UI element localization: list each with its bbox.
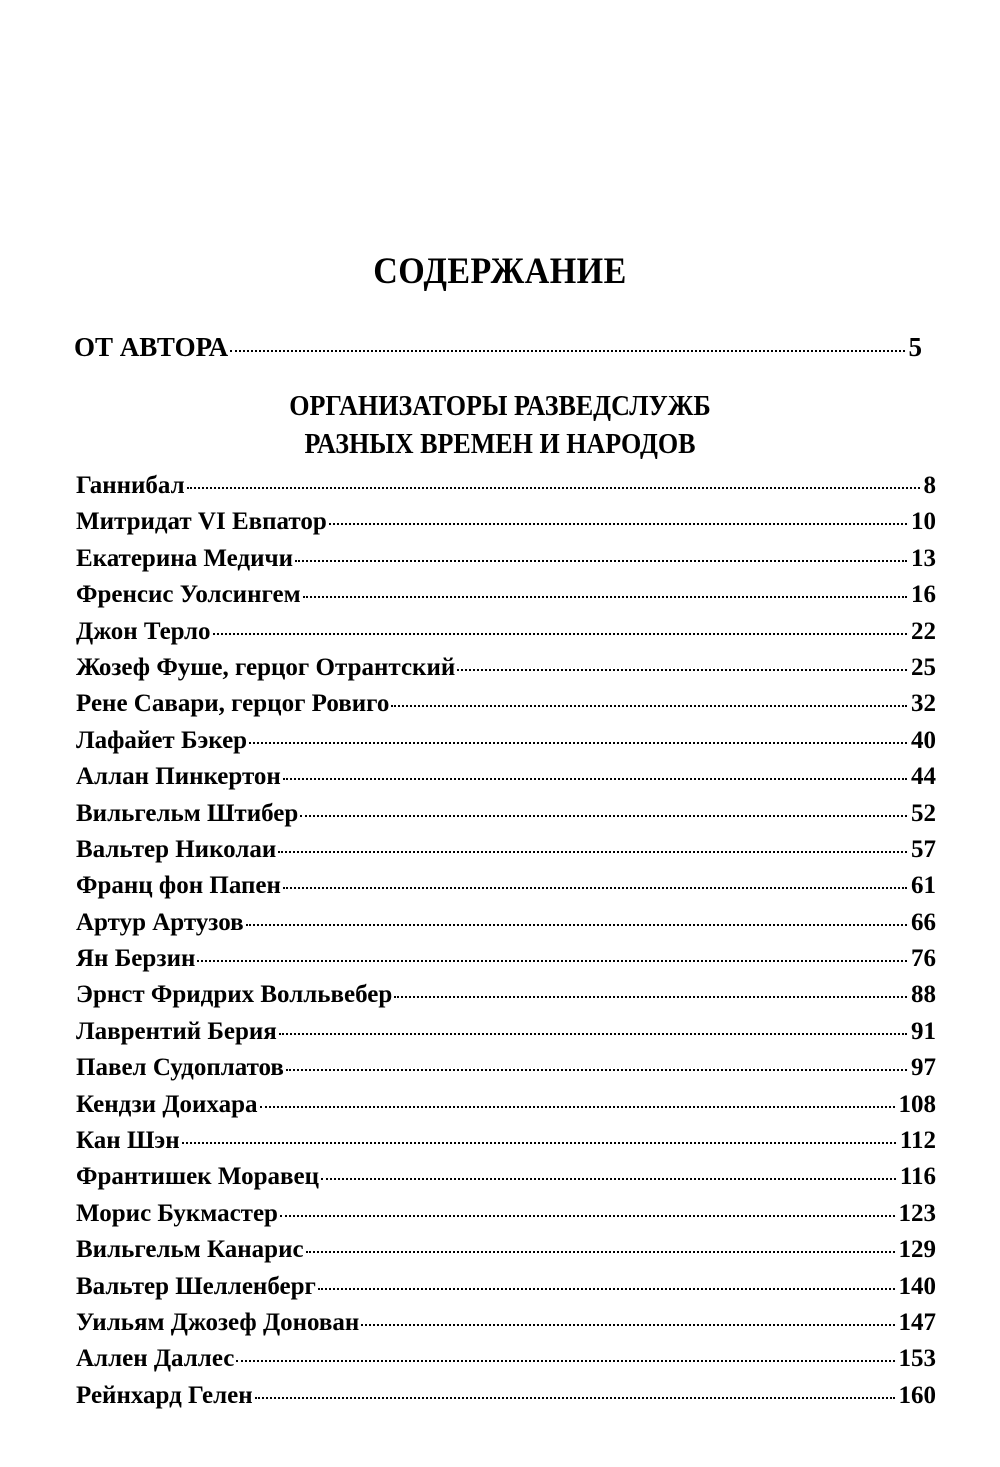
toc-page-number: 140 [898, 1272, 936, 1300]
toc-page-number: 22 [911, 617, 936, 645]
toc-entry [76, 945, 936, 981]
toc-entry-name: Эрнст Фридрих Волльвебер [76, 981, 393, 1009]
toc-page-number: 147 [898, 1308, 936, 1336]
dot-leader [278, 851, 907, 853]
section-heading-line: ОРГАНИЗАТОРЫ РАЗВЕДСЛУЖБ [289, 391, 711, 422]
toc-entry [76, 581, 936, 617]
toc-entry-name: Вальтер Шелленберг [76, 1272, 316, 1300]
dot-leader [260, 1106, 895, 1108]
toc-entry [76, 727, 936, 763]
toc-page-number: 76 [911, 945, 936, 973]
toc-page-number: 116 [899, 1163, 936, 1191]
toc-entry-name: Аллан Пинкертон [76, 763, 281, 791]
toc-page-number: 153 [898, 1345, 936, 1373]
toc-entry-name: Митридат VI Евпатор [76, 508, 327, 536]
dot-leader [182, 1142, 896, 1144]
dot-leader [187, 487, 920, 489]
dot-leader [329, 523, 907, 525]
toc-entry-name: Френсис Уолсингем [76, 581, 301, 609]
toc-entry [76, 909, 936, 945]
toc-entry [76, 800, 936, 836]
toc-entry [76, 1345, 936, 1381]
toc-entry-name: Вильгельм Штибер [76, 799, 299, 827]
toc-entry-name: Жозеф Фуше, герцог Отрантский [76, 653, 456, 681]
toc-entry [76, 1054, 936, 1090]
dot-leader [236, 1360, 894, 1362]
dot-leader [283, 887, 907, 889]
toc-entry [76, 1163, 936, 1199]
toc-entry-name: Франц фон Папен [76, 872, 281, 900]
toc-entry-name: Лафайет Бэкер [76, 726, 248, 754]
toc-entry [76, 618, 936, 654]
toc-page-number: 16 [911, 581, 936, 609]
toc-entry [76, 1200, 936, 1236]
toc-entry [76, 472, 936, 508]
toc-entry [76, 1382, 936, 1418]
toc-entry-name: Франтишек Моравец [76, 1163, 319, 1191]
dot-leader [321, 1178, 896, 1180]
toc-page-number: 61 [911, 872, 936, 900]
toc-page-number: 8 [923, 472, 936, 499]
toc-entry-name: Артур Артузов [76, 908, 244, 936]
toc-entry-name: Лаврентий Берия [76, 1017, 277, 1045]
toc-page-number: 66 [911, 908, 936, 936]
toc-entry-name: Вильгельм Канарис [76, 1236, 304, 1264]
toc-entry-name: Ян Берзин [76, 945, 196, 973]
toc-page-number: 129 [898, 1236, 936, 1264]
toc-entry-label: ОТ АВТОРА [74, 332, 229, 362]
toc-entry-name: Павел Судоплатов [76, 1054, 284, 1082]
toc-entry [76, 690, 936, 726]
toc-entry [76, 872, 936, 908]
toc-page-number: 10 [911, 508, 936, 536]
toc-entry-name: Уильям Джозеф Донован [76, 1308, 360, 1336]
dot-leader [280, 1215, 895, 1217]
toc-entry-name: Кан Шэн [76, 1127, 180, 1155]
dot-leader [255, 1397, 895, 1399]
dot-leader [457, 669, 907, 671]
toc-entry [76, 1018, 936, 1054]
dot-leader [197, 960, 907, 962]
dot-leader [306, 1251, 895, 1253]
dot-leader [230, 350, 904, 352]
dot-leader [249, 742, 907, 744]
toc-page-number: 5 [908, 332, 922, 362]
toc-entry-name: Джон Терло [76, 617, 211, 645]
toc-entry [76, 981, 936, 1017]
dot-leader [213, 633, 908, 635]
toc-page-number: 57 [911, 835, 936, 863]
page-title: СОДЕРЖАНИЕ [373, 251, 627, 292]
toc-entry-name: Аллен Даллес [76, 1345, 235, 1373]
toc-page-number: 40 [911, 726, 936, 754]
toc-page-number: 44 [911, 763, 936, 791]
toc-entry-name: Морис Букмастер [76, 1199, 278, 1227]
dot-leader [295, 560, 907, 562]
toc-entry [76, 654, 936, 690]
toc-page-number: 88 [911, 981, 936, 1009]
dot-leader [391, 705, 907, 707]
toc-page-number: 32 [911, 690, 936, 718]
toc-entry-name: Вальтер Николаи [76, 835, 277, 863]
toc-page-number: 13 [911, 544, 936, 572]
dot-leader [303, 596, 907, 598]
dot-leader [300, 815, 907, 817]
dot-leader [318, 1288, 895, 1290]
toc-entry [76, 1309, 936, 1345]
toc-list [76, 472, 936, 1418]
toc-page-number: 108 [898, 1090, 936, 1118]
toc-entry-name: Екатерина Медичи [76, 544, 293, 572]
dot-leader [279, 1033, 907, 1035]
toc-entry-name: Рейнхард Гелен [76, 1381, 253, 1409]
toc-entry-author [74, 332, 922, 368]
dot-leader [361, 1324, 894, 1326]
dot-leader [246, 924, 907, 926]
toc-page-number: 52 [911, 799, 936, 827]
toc-entry [76, 1127, 936, 1163]
section-heading [0, 388, 1000, 464]
toc-entry [76, 508, 936, 544]
toc-page-number: 160 [898, 1381, 936, 1409]
toc-page-number: 112 [899, 1127, 936, 1155]
toc-entry [76, 545, 936, 581]
toc-entry [76, 1236, 936, 1272]
toc-entry [76, 1091, 936, 1127]
toc-entry-name: Рене Савари, герцог Ровиго [76, 690, 390, 718]
dot-leader [283, 778, 907, 780]
toc-page-number: 25 [911, 653, 936, 681]
toc-entry [76, 836, 936, 872]
toc-entry-name: Кендзи Доихара [76, 1090, 258, 1118]
dot-leader [394, 996, 907, 998]
toc-page-number: 123 [898, 1199, 936, 1227]
toc-page-number: 97 [911, 1054, 936, 1082]
dot-leader [286, 1069, 907, 1071]
toc-entry [76, 763, 936, 799]
section-heading-line: РАЗНЫХ ВРЕМЕН И НАРОДОВ [304, 429, 696, 460]
toc-entry-name: Ганнибал [76, 472, 185, 499]
toc-entry [76, 1273, 936, 1309]
toc-page-number: 91 [911, 1017, 936, 1045]
